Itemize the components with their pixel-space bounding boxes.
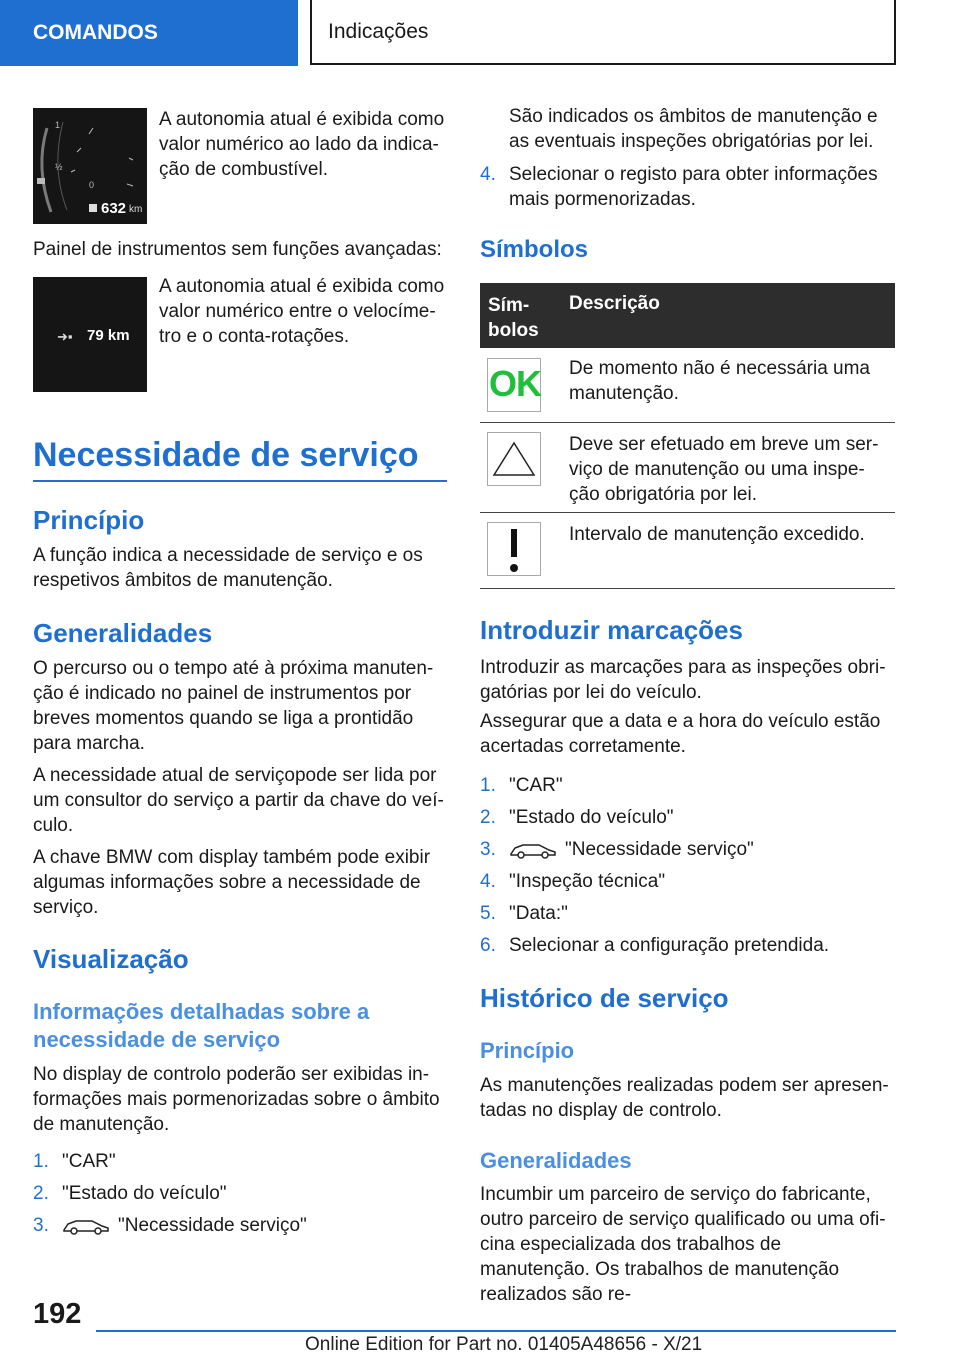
step-text: "Necessidade serviço": [565, 839, 754, 860]
list-item: [480, 773, 895, 805]
step-number: 6.: [480, 935, 496, 956]
introduzir-text-1: Introduzir as marcações para as inspeções obri-gatórias por lei do veículo.: [480, 657, 886, 703]
left-steps: [33, 1149, 453, 1245]
row-divider: [480, 422, 895, 423]
list-item: [480, 805, 895, 837]
info-text: No display de controlo poderão ser exibidas in-formações mais pormenorizadas sobre o âmbito de manutenção.: [33, 1064, 440, 1135]
principio-heading: Princípio: [33, 505, 145, 535]
page-number: 192: [33, 1298, 82, 1330]
table-header: [480, 283, 895, 348]
historico-heading: Histórico de serviço: [480, 983, 729, 1013]
table-bottom-rule: [480, 588, 895, 589]
svg-text:1: 1: [55, 120, 61, 130]
range-unit: km: [129, 204, 143, 215]
historico-principio-text: As manutenções realizadas podem ser apresen-tadas no display de controlo.: [480, 1075, 889, 1121]
step-number: 3.: [480, 839, 496, 860]
step-text: "Data:": [509, 903, 568, 924]
section-label: COMANDOS: [33, 21, 158, 44]
step-text: "Estado do veículo": [509, 807, 674, 828]
visualizacao-heading: Visualização: [33, 944, 189, 974]
symbol-desc-ok: De momento não é necessária uma manutenção.: [569, 358, 870, 404]
step-number: 1.: [480, 775, 496, 796]
step-number: 2.: [33, 1183, 49, 1204]
ok-icon-text: OK: [489, 363, 541, 404]
step-text: Selecionar a configuração pretendida.: [509, 935, 830, 956]
svg-text:½: ½: [55, 162, 63, 172]
symbol-desc-exceeded: Intervalo de manutenção excedido.: [569, 524, 865, 545]
simbolos-heading: Símbolos: [480, 236, 589, 263]
img1-caption: A autonomia atual é exibida como valor numérico ao lado da indica-ção de combustível.: [159, 109, 445, 180]
step-text: "Estado do veículo": [62, 1183, 227, 1204]
step-number: 4.: [480, 871, 496, 892]
list-item: [33, 1181, 453, 1213]
generalidades-text-3: A chave BMW com display também pode exibir algumas informações sobre a necessidade de serviço.: [33, 847, 431, 918]
exclamation-graphic: [488, 523, 540, 575]
car-icon: [509, 840, 557, 860]
edition-note: Online Edition for Part no. 01405A48656 - X/21: [305, 1334, 703, 1355]
introduzir-text-2: Assegurar que a data e a hora do veículo estão acertadas corretamente.: [480, 711, 881, 757]
continued-text: São indicados os âmbitos de manutenção e as eventuais inspeções obrigatórias por lei.: [509, 106, 878, 152]
panel-label: Painel de instrumentos sem funções avançadas:: [33, 239, 442, 260]
step-text: "CAR": [62, 1151, 116, 1172]
list-item: [480, 869, 895, 901]
range-value-2: 79 km: [87, 327, 130, 344]
topic-label: Indicações: [328, 19, 429, 43]
info-heading: Informações detalhadas sobre a necessidade de serviço: [33, 999, 370, 1052]
list-item: [480, 837, 895, 869]
step-text: "CAR": [509, 775, 563, 796]
ok-icon: [487, 358, 541, 412]
generalidades-text-2: A necessidade atual de serviçopode ser lida por um consultor do serviço a partir da chave do veí-culo.: [33, 765, 444, 836]
warning-triangle-icon: [487, 432, 541, 486]
step-4: [480, 162, 895, 212]
right-steps: [480, 773, 895, 965]
range-display-image: [33, 277, 147, 392]
step-number: 2.: [480, 807, 496, 828]
list-item: [480, 901, 895, 933]
footer-rule: [96, 1330, 896, 1332]
exclamation-icon: [487, 522, 541, 576]
car-icon: [62, 1216, 110, 1236]
symbol-desc-warning: Deve ser efetuado em breve um ser-viço de manutenção ou uma inspe-ção obrigatória por lei.: [569, 434, 879, 505]
section-tab: [0, 0, 298, 66]
svg-text:0: 0: [89, 180, 95, 190]
col-description-header: Descrição: [569, 293, 660, 314]
step-text: "Inspeção técnica": [509, 871, 666, 892]
page-title: Necessidade de serviço: [33, 436, 419, 474]
principio-text: A função indica a necessidade de serviço e os respetivos âmbitos de manutenção.: [33, 545, 423, 591]
introduzir-heading: Introduzir marcações: [480, 615, 743, 645]
step-text: "Necessidade serviço": [118, 1215, 307, 1236]
step-number: 1.: [33, 1151, 49, 1172]
fuel-gauge-image: [33, 108, 147, 224]
col-symbols-header: Sím-bolos: [488, 295, 539, 341]
topic-tab: [310, 0, 896, 65]
step-number: 3.: [33, 1215, 49, 1236]
title-rule: [33, 480, 447, 482]
list-item: [33, 1213, 453, 1245]
generalidades-text-1: O percurso ou o tempo até à próxima manuten-ção é indicado no painel de instrumentos por breves momentos quando se liga a prontidão para marcha.: [33, 658, 434, 754]
row-divider: [480, 512, 895, 513]
list-item: [33, 1149, 453, 1181]
historico-generalidades-heading: Generalidades: [480, 1148, 632, 1173]
range-value: 632: [101, 200, 127, 217]
list-item: [480, 933, 895, 965]
warning-triangle-graphic: [488, 433, 540, 485]
historico-principio-heading: Princípio: [480, 1038, 575, 1063]
img2-caption: A autonomia atual é exibida como valor numérico entre o velocíme-tro e o conta-rotações.: [159, 276, 445, 347]
fuel-pump-icon: ➜▪: [57, 329, 73, 344]
step-text: Selecionar o registo para obter informações mais pormenorizadas.: [509, 164, 878, 210]
step-number: 5.: [480, 903, 496, 924]
generalidades-heading: Generalidades: [33, 618, 213, 648]
step-number: 4.: [480, 164, 496, 185]
historico-generalidades-text: Incumbir um parceiro de serviço do fabricante, outro parceiro de serviço qualificado ou uma ofi-cina especializada dos trabalhos de manutenção. Os trabalhos de manutenção realizados são re-: [480, 1184, 886, 1305]
